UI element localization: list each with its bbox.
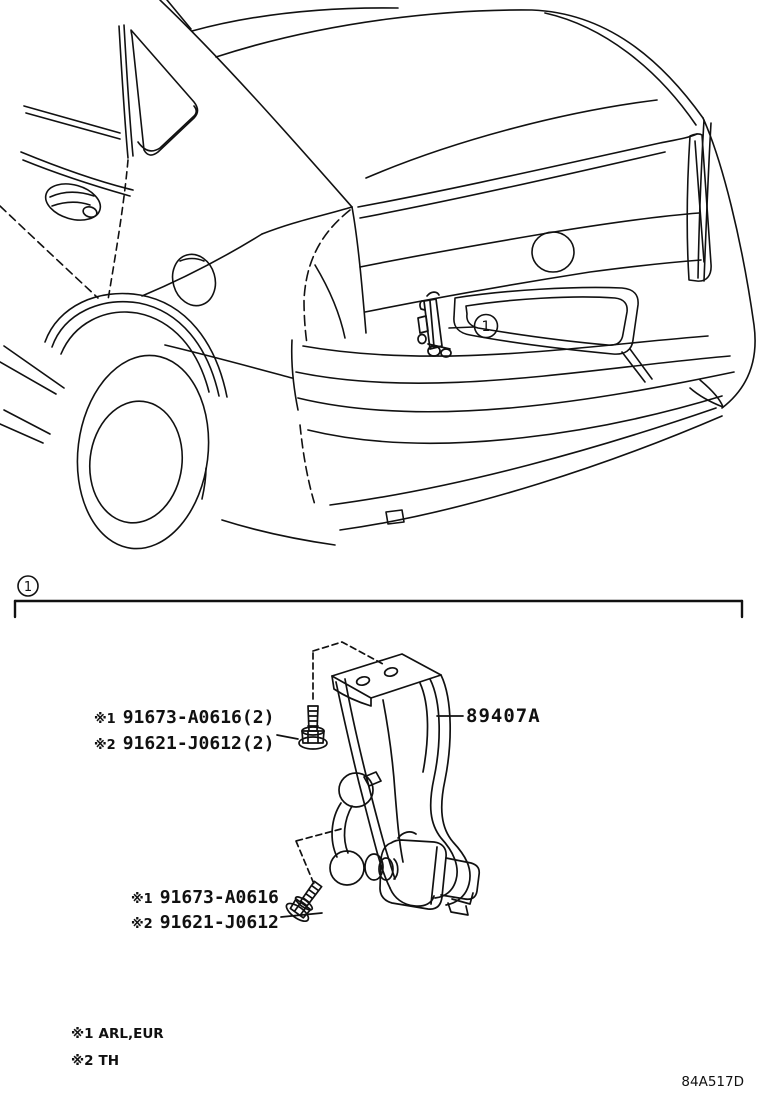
part-number-main[interactable]: 89407A xyxy=(466,705,541,727)
sensor-location-mini xyxy=(418,292,451,357)
footnotes xyxy=(71,1026,164,1080)
fastener-row[interactable] xyxy=(94,707,274,733)
fastener-labels-lower xyxy=(131,887,279,937)
car-rear-line-art xyxy=(0,0,755,556)
fastener-row[interactable] xyxy=(131,912,279,937)
footnote-row xyxy=(71,1053,164,1080)
rear-wheel xyxy=(67,348,220,556)
callout-leader xyxy=(449,327,474,328)
footnote-row xyxy=(71,1026,164,1053)
bolt-icon-upper xyxy=(299,706,327,749)
section-number: 1 xyxy=(23,580,33,595)
leader-upper-bolt xyxy=(277,735,298,739)
fastener-labels-upper xyxy=(94,707,274,759)
fuel-door xyxy=(167,249,222,311)
footnote-text: ARL,EUR xyxy=(98,1026,164,1042)
rear-bumper xyxy=(292,336,734,530)
fastener-row[interactable] xyxy=(94,733,274,759)
ref-mark: ※1 xyxy=(131,892,153,907)
ref-mark: ※2 xyxy=(131,917,153,932)
section-marker-circle[interactable] xyxy=(18,576,38,596)
ref-mark: ※2 xyxy=(94,738,116,753)
part-number[interactable]: 91673-A0616(2) xyxy=(122,707,275,728)
part-number[interactable]: 91621-J0612 xyxy=(159,912,279,933)
part-number[interactable]: 91621-J0612(2) xyxy=(122,733,275,754)
callout-circle[interactable] xyxy=(475,315,498,338)
detail-view xyxy=(277,642,479,924)
bolt-icon-lower xyxy=(284,876,329,924)
section-bracket xyxy=(15,601,742,617)
drawing-code: 84A517D xyxy=(681,1074,744,1090)
ref-mark: ※1 xyxy=(71,1026,94,1042)
footnote-text: TH xyxy=(98,1053,120,1069)
part-number[interactable]: 91673-A0616 xyxy=(159,887,279,908)
sensor-bracket-assembly xyxy=(330,654,479,915)
ref-mark: ※1 xyxy=(94,712,116,727)
fastener-row[interactable] xyxy=(131,887,279,912)
ref-mark: ※2 xyxy=(71,1053,94,1069)
wheel-arch xyxy=(45,294,227,397)
callout-number: 1 xyxy=(481,319,491,335)
emblem-circle xyxy=(532,232,574,272)
